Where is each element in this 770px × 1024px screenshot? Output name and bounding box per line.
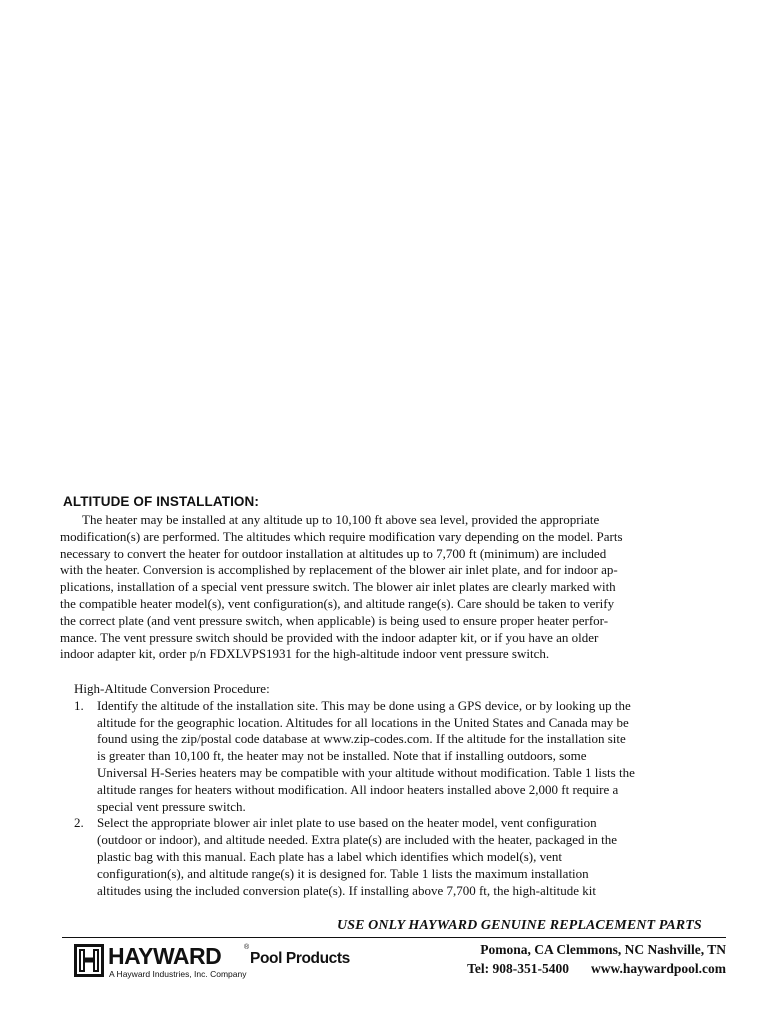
step-line: is greater than 10,100 ft, the heater may not be installed. Note that if installing outdoors, some bbox=[97, 748, 587, 764]
hayward-logo bbox=[72, 944, 352, 984]
footer-phone: Tel: 908-351-5400 bbox=[467, 961, 569, 976]
step-line: plastic bag with this manual. Each plate has a label which identifies which model(s), vent bbox=[97, 848, 562, 864]
step-line: special vent pressure switch. bbox=[97, 798, 246, 814]
footer-divider bbox=[62, 937, 726, 938]
step-line: configuration(s), and altitude range(s) it is designed for. Table 1 lists the maximum installation bbox=[97, 865, 589, 881]
step-line: found using the zip/postal code database at www.zip-codes.com. If the altitude for the installation site bbox=[97, 731, 626, 747]
step-number: 1. bbox=[74, 697, 84, 713]
footer-contact bbox=[467, 961, 726, 977]
paragraph-line: mance. The vent pressure switch should be provided with the indoor adapter kit, or if you have an older bbox=[60, 629, 599, 645]
section-heading: ALTITUDE OF INSTALLATION: bbox=[63, 494, 259, 509]
procedure-title: High-Altitude Conversion Procedure: bbox=[74, 681, 270, 696]
paragraph-line: with the heater. Conversion is accomplished by replacement of the blower air inlet plate, and for indoor ap- bbox=[60, 562, 618, 578]
footer-address: Pomona, CA Clemmons, NC Nashville, TN bbox=[480, 942, 726, 957]
step-line: altitude ranges for heaters without modification. All indoor heaters installed above 2,000 ft require a bbox=[97, 781, 619, 797]
paragraph-line: necessary to convert the heater for outdoor installation at altitudes up to 7,700 ft (minimum) are included bbox=[60, 545, 607, 561]
body-paragraph bbox=[60, 512, 725, 663]
step-line: (outdoor or indoor), and altitude needed. Extra plate(s) are included with the heater, packaged in the bbox=[97, 832, 617, 848]
logo-wordmark: HAYWARD bbox=[108, 943, 222, 969]
step-line: Identify the altitude of the installation site. This may be done using a GPS device, or by looking up the bbox=[97, 697, 631, 713]
step-line: Select the appropriate blower air inlet plate to use based on the heater model, vent configuration bbox=[97, 815, 597, 831]
logo-subtitle: A Hayward Industries, Inc. Company bbox=[109, 969, 247, 979]
logo-division: Pool Products bbox=[250, 950, 350, 967]
paragraph-line: The heater may be installed at any altitude up to 10,100 ft above sea level, provided the appropriate bbox=[82, 512, 600, 527]
paragraph-line: the correct plate (and vent pressure switch, when applicable) is being used to ensure proper heater perfor- bbox=[60, 612, 609, 628]
procedure-list bbox=[60, 681, 730, 899]
step-line: altitude for the geographic location. Altitudes for all locations in the United States and Canada may be bbox=[97, 714, 629, 730]
paragraph-line: modification(s) are performed. The altitudes which require modification vary depending on the model. Parts bbox=[60, 528, 623, 544]
paragraph-line: plications, installation of a special vent pressure switch. The blower air inlet plates are clearly marked with bbox=[60, 579, 616, 595]
hayward-h-logo-icon bbox=[74, 944, 104, 977]
step-number: 2. bbox=[74, 815, 84, 831]
procedure-step bbox=[60, 698, 730, 816]
footer-tagline: USE ONLY HAYWARD GENUINE REPLACEMENT PARTS bbox=[337, 918, 702, 933]
paragraph-line: indoor adapter kit, order p/n FDXLVPS1931 for the high-altitude indoor vent pressure switch. bbox=[60, 646, 550, 662]
paragraph-line: the compatible heater model(s), vent configuration(s), and altitude range(s). Care should be taken to verify bbox=[60, 595, 615, 611]
procedure-step bbox=[60, 815, 730, 899]
step-line: Universal H-Series heaters may be compatible with your altitude without modification. Table 1 lists the bbox=[97, 764, 635, 780]
step-line: altitudes using the included conversion plate(s). If installing above 7,700 ft, the high-altitude kit bbox=[97, 882, 596, 898]
registered-mark: ® bbox=[244, 944, 250, 951]
footer-website[interactable]: www.haywardpool.com bbox=[590, 961, 726, 976]
